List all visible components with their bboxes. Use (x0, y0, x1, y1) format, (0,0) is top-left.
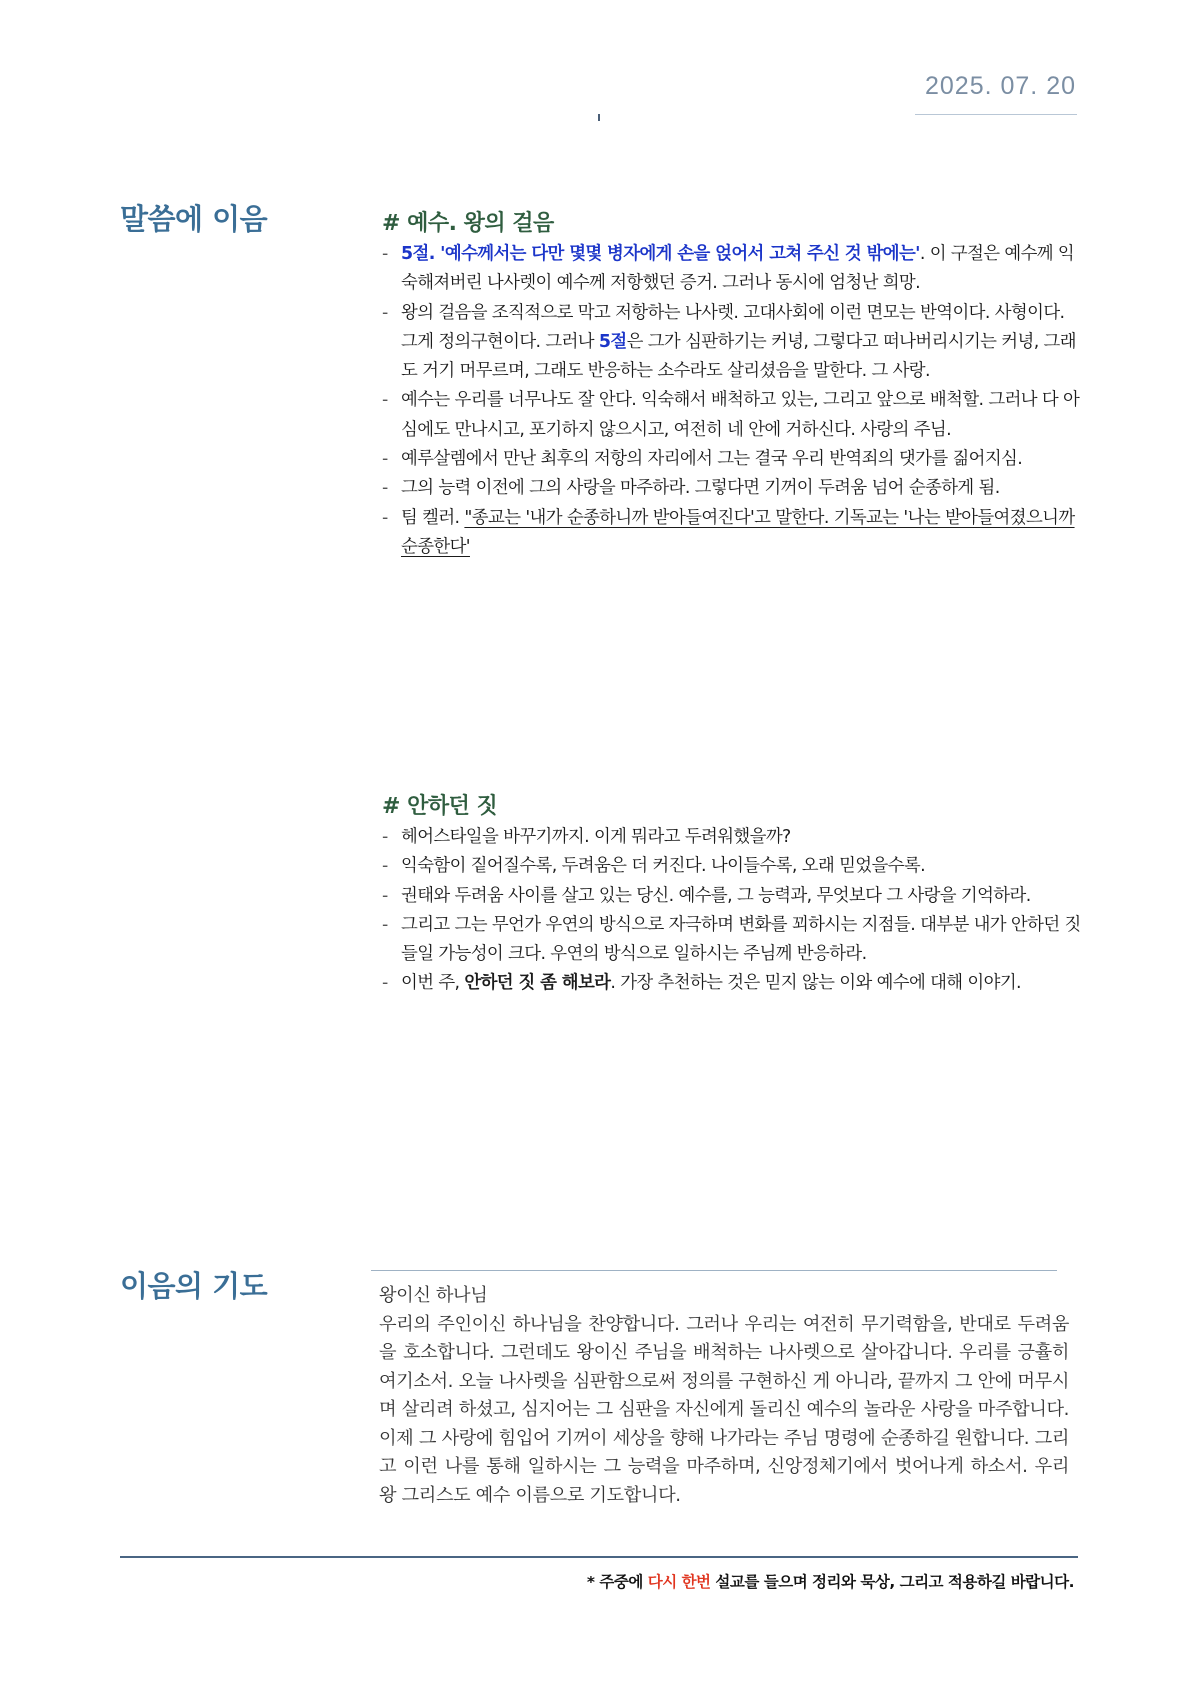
block-heading: # 안하던 짓 (382, 794, 498, 819)
verse-quote: 5절. '예수께서는 다만 몇몇 병자에게 손을 얹어서 고쳐 주신 것 밖에는' (401, 244, 920, 264)
list-item (382, 823, 1082, 852)
center-tick-mark (598, 114, 600, 121)
footer-text: * 주중에 (586, 1573, 648, 1591)
item-text: 예수는 우리를 너무나도 잘 안다. 익숙해서 배척하고 있는, 그리고 앞으로 배척할. 그러나 다 아심에도 만나시고, 포기하지 않으시고, 여전히 네 안에 거하신다. 사랑의 주님. (401, 390, 1080, 440)
list-item (382, 445, 1082, 474)
bold-phrase: 안하던 짓 좀 해보라 (464, 973, 611, 994)
list-item (382, 474, 1082, 503)
item-text: . 가장 추천하는 것은 믿지 않는 이와 예수에 대해 이야기. (610, 973, 1021, 994)
list-item (382, 911, 1082, 970)
item-text: 권태와 두려움 사이를 살고 있는 당신. 예수를, 그 능력과, 무엇보다 그 사랑을 기억하라. (401, 885, 1031, 906)
list-item (382, 969, 1082, 998)
item-text: 왕의 걸음을 조직적으로 막고 저항하는 나사렛. 고대사회에 이런 면모는 반역이다. 사형이다. 그게 정의구현이다. 그러나 (401, 302, 1065, 352)
bullet-list (382, 823, 1082, 999)
item-text: 예루살렘에서 만난 최후의 저항의 자리에서 그는 결국 우리 반역죄의 댓가를 짊어지심. (401, 449, 1023, 470)
item-text: 그의 능력 이전에 그의 사랑을 마주하라. 그렇다면 기꺼이 두려움 넘어 순종하게 됨. (401, 478, 1000, 499)
sermon-block-1 (382, 208, 1082, 562)
verse-ref: 5절 (598, 331, 627, 352)
block-heading: # 예수. 왕의 걸음 (382, 211, 554, 236)
item-text: 그리고 그는 무언가 우연의 방식으로 자극하며 변화를 꾀하시는 지점들. 대부분 내가 안하던 짓들일 가능성이 크다. 우연의 방식으로 일하시는 주님께 반응하라. (401, 914, 1081, 965)
item-text: . 이 구절은 예수께 익숙해져버린 나사렛이 예수께 저항했던 증거. 그러나 동시에 엄청난 희망. (401, 244, 1075, 294)
list-item (382, 504, 1082, 563)
prayer-heading: 왕이신 하나님 (379, 1285, 488, 1306)
date-underline (915, 114, 1077, 115)
footer-highlight: 다시 한번 (647, 1573, 711, 1591)
date-label: 2025. 07. 20 (924, 72, 1076, 100)
item-text: 익숙함이 짙어질수록, 두려움은 더 커진다. 나이들수록, 오래 믿었을수록. (401, 856, 925, 877)
list-item (382, 882, 1082, 911)
list-item (382, 386, 1082, 445)
item-text: 은 그가 심판하기는 커녕, 그렇다고 떠나버리시기는 커녕, 그래도 거기 머무르며, 그래도 반응하는 소수라도 살리셨음을 말한다. 그 사랑. (401, 331, 1076, 382)
sermon-block-2 (382, 791, 1082, 999)
prayer-body: 우리의 주인이신 하나님을 찬양합니다. 그러나 우리는 여전히 무기력함을, 반대로 두려움을 호소합니다. 그런데도 왕이신 주님을 배척하는 나사렛으로 살아갑니다. 우리를 긍휼히 여기소서. 오늘 나사렛을 심판함으로써 정의를 구현하신 게 아니라, 끝까지 그 안에 머무시며 살리려 하셨고, 심지어는 그 심판을 자신에게 돌리신 예수의 놀라운 사랑을 마주합니다. 이제 그 사랑에 힘입어 기꺼이 세상을 향해 나가라는 주님 명령에 순종하길 원합니다. 그리고 이런 나를 통해 일하시는 그 능력을 마주하며, 신앙정체기에서 벗어나게 하소서. 우리 왕 그리스도 예수 이름으로 기도합니다. (379, 1313, 1069, 1506)
section-title-word: 말씀에 이음 (120, 202, 268, 236)
item-text: 이번 주, (401, 973, 465, 994)
bullet-list (382, 240, 1082, 562)
section-title-prayer: 이음의 기도 (120, 1269, 268, 1303)
prayer-divider (371, 1270, 1057, 1271)
footer-divider (120, 1556, 1078, 1558)
item-text: 헤어스타일을 바꾸기까지. 이게 뭐라고 두려워했을까? (401, 827, 791, 847)
footer-text: 설교를 들으며 정리와 묵상, 그리고 적용하길 바랍니다. (710, 1573, 1074, 1591)
prayer-text (379, 1282, 1069, 1510)
item-text: 팀 켈러. (401, 507, 465, 528)
quote-underlined: "종교는 '내가 순종하니까 받아들여진다'고 말한다. 기독교는 '나는 받아들여졌으니까 순종한다' (401, 507, 1075, 557)
footer-note (587, 1570, 1074, 1592)
list-item (382, 299, 1082, 387)
list-item (382, 240, 1082, 299)
list-item (382, 852, 1082, 881)
